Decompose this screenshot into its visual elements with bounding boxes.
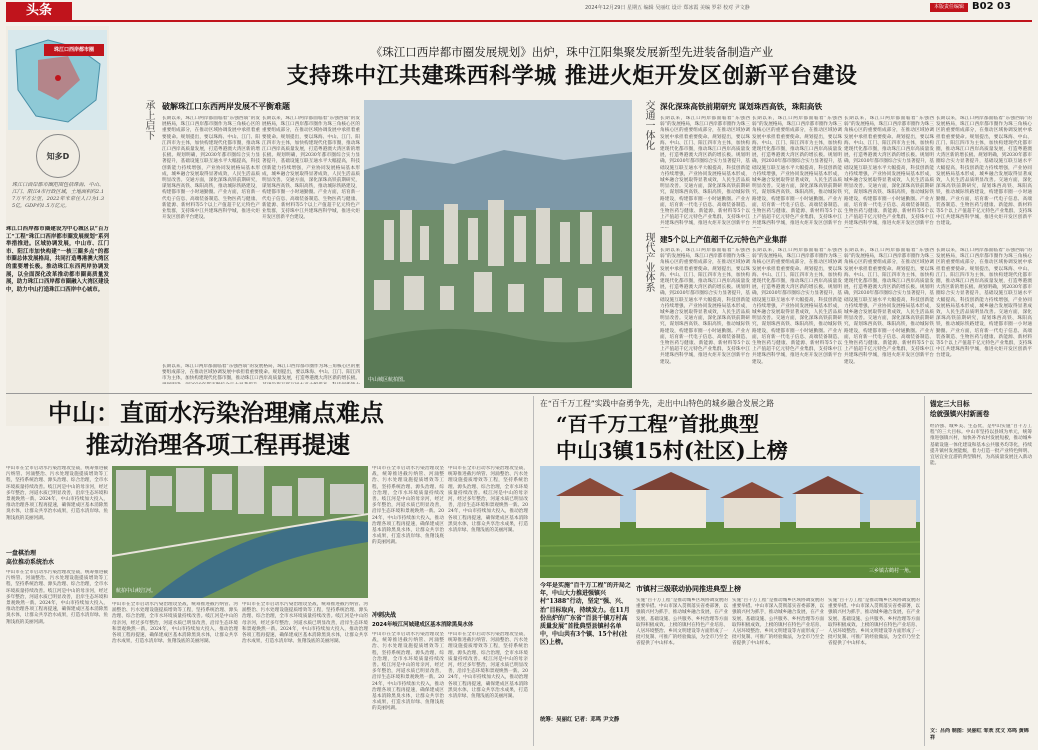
top-story-text-col2: 长期以来，珠江口两岸都面临着“东强西弱”的发展格局，珠江口西岸都市圈作为珠三角核心区的重要组成部分，在推动区域协调发展中承担着重要使命。规划提出，要以珠海、中山、江门、阳江四市为主体，加快构建现代化都市圈，推动珠江口西岸高质量发展，打造粤港澳大湾区新的增长极。规划明确，到2030年都市圈综合实力显著提升，基础设施互联互通水平大幅提高，科技创新能力持续增强，产业协同发展格局基本形成，城乡融合发展取得显著成效，人民生活品质明显改善。交通方面，深化深珠高铁前期研究，谋划珠西高铁、珠阳高铁，推动城际铁路建设，构建都市圈一小时通勤圈。产业方面，培育新一代电子信息、高端装备制造、生物医药与健康、新能源、新材料等5个以上产值超千亿元特色产业集群，支持珠中江共建珠西科学城，推进火炬开发区创新平台建设。 <box>262 116 360 221</box>
right-col-reporter: 文：吕尚 制图：吴丽红 邹欢 沈文 邓鸣 黄锦祥 <box>930 728 1029 741</box>
bw-text-col2: 实施“百千万工程”是推动城乡区域协调发展的重要举措。中山市深入贯彻落实省委部署，以强镇兴村为抓手，推动城乡融合发展，在产业发展、基础设施、公共服务、乡村治理等方面取得积极成效。上榜的镇村在特色产业培育、人居环境整治、乡风文明建设等方面形成了一批可复制、可推广的经验做法，为全市乃至全省提供了中山样本。 <box>732 598 824 647</box>
zs-text-col7: 中山市在全市启动水污染治理攻坚战，统筹推进截污纳管、河涌整治、污水处理设施提质增效等工程，坚持系统治理、源头治理、综合治理，全市水环境质量持续改善。岐江河是中山的母亲河，经过多年整治，河道水质已明显改善，沿岸生态环境和景观焕然一新。2024年，中山市持续加大投入，推动治理各项工程再提速，确保建成区基本消除黑臭水体，让群众共享治水成果，打造水清岸绿、鱼翔浅底的美丽河湖。 <box>448 632 528 700</box>
top-story-text-col1: 长期以来，珠江口两岸都面临着“东强西弱”的发展格局，珠江口西岸都市圈作为珠三角核心区的重要组成部分，在推动区域协调发展中承担着重要使命。规划提出，要以珠海、中山、江门、阳江四市为主体，加快构建现代化都市圈，推动珠江口西岸高质量发展，打造粤港澳大湾区新的增长极。规划明确，到2030年都市圈综合实力显著提升，基础设施互联互通水平大幅提高，科技创新能力持续增强，产业协同发展格局基本形成，城乡融合发展取得显著成效，人民生活品质明显改善。交通方面，深化深珠高铁前期研究，谋划珠西高铁、珠阳高铁，推动城际铁路建设，构建都市圈一小时通勤圈。产业方面，培育新一代电子信息、高端装备制造、生物医药与健康、新能源、新材料等5个以上产值超千亿元特色产业集群，支持珠中江共建珠西科学城，推进火炬开发区创新平台建设。 <box>162 116 260 221</box>
bw-reporter: 统筹：吴丽红 记者：邓鸣 尹文静 <box>540 717 620 723</box>
top-story-kicker: 《珠江口西岸都市圈发展规划》出炉，珠中江阳集聚发展新型先进装备制造产业 <box>370 45 774 59</box>
top-story-text-col11: 长期以来，珠江口两岸都面临着“东强西弱”的发展格局，珠江口西岸都市圈作为珠三角核心区的重要组成部分，在推动区域协调发展中承担着重要使命。规划提出，要以珠海、中山、江门、阳江四市为主体，加快构建现代化都市圈，推动珠江口西岸高质量发展，打造粤港澳大湾区新的增长极。规划明确，到2030年都市圈综合实力显著提升，基础设施互联互通水平大幅提高，科技创新能力持续增强，产业协同发展格局基本形成，城乡融合发展取得显著成效，人民生活品质明显改善。交通方面，深化深珠高铁前期研究，谋划珠西高铁、珠阳高铁，推动城际铁路建设，构建都市圈一小时通勤圈。产业方面，培育新一代电子信息、高端装备制造、生物医药与健康、新能源、新材料等5个以上产值超千亿元特色产业集群，支持珠中江共建珠西科学城，推进火炬开发区创新平台建设。 <box>936 248 1032 359</box>
village-photo <box>540 466 920 578</box>
region-map-icon <box>8 30 107 130</box>
right-column-divider <box>924 396 925 746</box>
page-number: B02 03 <box>972 1 1011 12</box>
city-photo-caption: 中山城区航拍图。 <box>368 377 409 383</box>
sidebar-lead-text: 珠江口西岸都市圈建设为中心城区以“百万工”工程“珠江口西岸都市圈发展规划”系列举措推进。区域协调发展，中山市、江门市、阳江市加快构建“一核三圈多点”的都市圈总体发展格局，共同打造粤港澳大湾区的重要增长极。推动珠江东西两岸协调发展，以全面深化改革推动都市圈高质量发展，助力珠江口西岸都市圈融入大湾区建设中，助力中山打造珠江口西岸中心城市。 <box>6 226 109 293</box>
masthead <box>0 0 1038 20</box>
bw-text-col3: 实施“百千万工程”是推动城乡区域协调发展的重要举措。中山市深入贯彻落实省委部署，以强镇兴村为抓手，推动城乡融合发展，在产业发展、基础设施、公共服务、乡村治理等方面取得积极成效。上榜的镇村在特色产业培育、人居环境整治、乡风文明建设等方面形成了一批可复制、可推广的经验做法，为全市乃至全省提供了中山样本。 <box>828 598 920 647</box>
column-divider <box>533 396 534 746</box>
zs-text-col2: 中山市在全市启动水污染治理攻坚战，统筹推进截污纳管、河涌整治、污水处理设施提质增效等工程，坚持系统治理、源头治理、综合治理，全市水环境质量持续改善。岐江河是中山的母亲河，经过多年整治，河道水质已明显改善，沿岸生态环境和景观焕然一新。2024年，中山市持续加大投入，推动治理各项工程再提速，确保建成区基本消除黑臭水体，让群众共享治水成果，打造水清岸绿、鱼翔浅底的美丽河湖。 <box>112 602 238 645</box>
top-story-sub3: 建5个以上产值超千亿元特色产业集群 <box>660 235 787 244</box>
sidebar-fact-text: 珠江口西岸都市圈范围包括珠海、中山、江门、阳江4市行政区域，土地面积约2.17万平方公里，2022年末常住人口为1.35亿，GDP约1.5万亿元。 <box>12 182 104 209</box>
zs-headline-2: 推动治理各项工程再提速 <box>86 430 350 459</box>
zs-headline-1: 中山：直面水污染治理痛点难点 <box>48 398 384 427</box>
city-photo-svg <box>364 100 632 388</box>
knowledge-seal-text: 知多D <box>46 152 70 161</box>
mid-rule <box>6 393 1032 394</box>
top-story-sub1: 破解珠江口东西两岸发展不平衡难题 <box>162 102 290 111</box>
top-story-text-col5: 长期以来，珠江口两岸都面临着“东强西弱”的发展格局，珠江口西岸都市圈作为珠三角核心区的重要组成部分，在推动区域协调发展中承担着重要使命。规划提出，要以珠海、中山、江门、阳江四市为主体，加快构建现代化都市圈，推动珠江口西岸高质量发展，打造粤港澳大湾区新的增长极。规划明确，到2030年都市圈综合实力显著提升，基础设施互联互通水平大幅提高，科技创新能力持续增强，产业协同发展格局基本形成，城乡融合发展取得显著成效，人民生活品质明显改善。交通方面，深化深珠高铁前期研究，谋划珠西高铁、珠阳高铁，推动城际铁路建设，构建都市圈一小时通勤圈。产业方面，培育新一代电子信息、高端装备制造、生物医药与健康、新能源、新材料等5个以上产值超千亿元特色产业集群，支持珠中江共建珠西科学城，推进火炬开发区创新平台 <box>752 116 842 227</box>
top-story-text-col10: 长期以来，珠江口两岸都面临着“东强西弱”的发展格局，珠江口西岸都市圈作为珠三角核心区的重要组成部分，在推动区域协调发展中承担着重要使命。规划提出，要以珠海、中山、江门、阳江四市为主体，加快构建现代化都市圈，推动珠江口西岸高质量发展，打造粤港澳大湾区新的增长极。规划明确，到2030年都市圈综合实力显著提升，基础设施互联互通水平大幅提高，科技创新能力持续增强，产业协同发展格局基本形成，城乡融合发展取得显著成效，人民生活品质明显改善。交通方面，深化深珠高铁前期研究，谋划珠西高铁、珠阳高铁，推动城际铁路建设，构建都市圈一小时通勤圈。产业方面，培育新一代电子信息、高端装备制造、生物医药与健康、新能源、新材料等5个以上产值超千亿元特色产业集群，支持珠中江共建珠西科学城，推进火炬开发区创新平台建设。 <box>844 248 934 365</box>
zs-sub3: 冲刺决战 <box>372 612 397 619</box>
zs-text-col1: 中山市在全市启动水污染治理攻坚战，统筹推进截污纳管、河涌整治、污水处理设施提质增效等工程，坚持系统治理、源头治理、综合治理，全市水环境质量持续改善。岐江河是中山的母亲河，经过多年整治，河道水质已明显改善，沿岸生态环境和景观焕然一新。2024年，中山市持续加大投入，推动治理各项工程再提速，确保建成区基本消除黑臭水体，让群众共享治水成果，打造水清岸绿、鱼翔浅底的美丽河湖。 <box>6 466 108 521</box>
river-aerial-photo <box>112 466 368 598</box>
top-story-text-col9: 长期以来，珠江口两岸都面临着“东强西弱”的发展格局，珠江口西岸都市圈作为珠三角核心区的重要组成部分，在推动区域协调发展中承担着重要使命。规划提出，要以珠海、中山、江门、阳江四市为主体，加快构建现代化都市圈，推动珠江口西岸高质量发展，打造粤港澳大湾区新的增长极。规划明确，到2030年都市圈综合实力显著提升，基础设施互联互通水平大幅提高，科技创新能力持续增强，产业协同发展格局基本形成，城乡融合发展取得显著成效，人民生活品质明显改善。交通方面，深化深珠高铁前期研究，谋划珠西高铁、珠阳高铁，推动城际铁路建设，构建都市圈一小时通勤圈。产业方面，培育新一代电子信息、高端装备制造、生物医药与健康、新能源、新材料等5个以上产值超千亿元特色产业集群，支持珠中江共建珠西科学城，推进火炬开发区创新平台建设。 <box>752 248 842 365</box>
bw-headline-1: “百千万工程”首批典型 <box>556 412 760 436</box>
zs-text-col4: 中山市在全市启动水污染治理攻坚战，统筹推进截污纳管、河涌整治、污水处理设施提质增效等工程，坚持系统治理、源头治理、综合治理，全市水环境质量持续改善。岐江河是中山的母亲河，经过多年整治，河道水质已明显改善，沿岸生态环境和景观焕然一新。2024年，中山市持续加大投入，推动治理各项工程再提速，确保建成区基本消除黑臭水体，让群众共享治水成果，打造水清岸绿、鱼翔浅底的美丽河湖。 <box>372 466 444 546</box>
col-label-jiaotong: 交通一体化 <box>643 100 654 150</box>
top-story-text-col3: 长期以来，珠江口两岸都面临着“东强西弱”的发展格局，珠江口西岸都市圈作为珠三角核心区的重要组成部分，在推动区域协调发展中承担着重要使命。规划提出，要以珠海、中山、江门、阳江四市为主体，加快构建现代化都市圈，推动珠江口西岸高质量发展，打造粤港澳大湾区新的增长极。 <box>162 364 360 382</box>
zs-sub2: 高位推动系统治水 <box>6 559 55 566</box>
village-photo-caption: 三乡镇古鹤村一角。 <box>868 568 914 574</box>
bw-side-lead: 今年是实施“百千万工程”的开局之年，中山大力推进强镇兴村“1388”行动，坚定“强、兴、治”目标取向，持续发力。在11月份出炉的广东省“百县千镇万村高质量发展”首批典型县镇村名单中，中山共有3个镇、15个村(社区)上榜。 <box>540 582 631 647</box>
zs-sub4: 2024年岐江河城建成区基本消除黑臭水体 <box>372 622 474 628</box>
top-story-sub2: 深化深珠高铁前期研究 谋划珠西高铁，珠阳高铁 <box>660 102 823 111</box>
top-story-headline: 支持珠中江共建珠西科学城 推进火炬开发区创新平台建设 <box>286 64 858 89</box>
zs-text-col1b: 中山市在全市启动水污染治理攻坚战，统筹推进截污纳管、河涌整治、污水处理设施提质增效等工程，坚持系统治理、源头治理、综合治理，全市水环境质量持续改善。岐江河是中山的母亲河，经过多年整治，河道水质已明显改善，沿岸生态环境和景观焕然一新。2024年，中山市持续加大投入，推动治理各项工程再提速，确保建成区基本消除黑臭水体，让群众共享治水成果，打造水清岸绿、鱼翔浅底的美丽河湖。 <box>6 570 108 625</box>
bw-headline-2: 中山3镇15村(社区)上榜 <box>556 438 788 463</box>
right-col-text: 经济强、城乡美、生态优，是中山实施“百千万工程”的三大目标。中山市坚持以县域为单元，统筹推进强镇兴村，加快补齐农村发展短板，推动城乡基础设施一体化建设和基本公共服务均等化，持续提升镇村发展能级，着力打造一批产业特色鲜明、宜居宜业宜游的典型镇村，为高质量发展注入新动能。 <box>930 424 1032 467</box>
responsibility-badge: 本版责任编辑 <box>930 3 968 12</box>
zs-sub1: 一盘棋治理 <box>6 550 37 557</box>
top-story-text-col4: 长期以来，珠江口两岸都面临着“东强西弱”的发展格局，珠江口西岸都市圈作为珠三角核心区的重要组成部分，在推动区域协调发展中承担着重要使命。规划提出，要以珠海、中山、江门、阳江四市为主体，加快构建现代化都市圈，推动珠江口西岸高质量发展，打造粤港澳大湾区新的增长极。规划明确，到2030年都市圈综合实力显著提升，基础设施互联互通水平大幅提高，科技创新能力持续增强，产业协同发展格局基本形成，城乡融合发展取得显著成效，人民生活品质明显改善。交通方面，深化深珠高铁前期研究，谋划珠西高铁、珠阳高铁，推动城际铁路建设，构建都市圈一小时通勤圈。产业方面，培育新一代电子信息、高端装备制造、生物医药与健康、新能源、新材料等5个以上产值超千亿元特色产业集群，支持珠中江共建珠西科学城，推进火炬开发区创新平台 <box>660 116 750 227</box>
river-photo-svg <box>112 466 368 598</box>
bw-text-col1: 实施“百千万工程”是推动城乡区域协调发展的重要举措。中山市深入贯彻落实省委部署，以强镇兴村为抓手，推动城乡融合发展，在产业发展、基础设施、公共服务、乡村治理等方面取得积极成效。上榜的镇村在特色产业培育、人居环境整治、乡风文明建设等方面形成了一批可复制、可推广的经验做法，为全市乃至全省提供了中山样本。 <box>636 598 728 647</box>
zs-text-col5: 中山市在全市启动水污染治理攻坚战，统筹推进截污纳管、河涌整治、污水处理设施提质增效等工程，坚持系统治理、源头治理、综合治理，全市水环境质量持续改善。岐江河是中山的母亲河，经过多年整治，河道水质已明显改善，沿岸生态环境和景观焕然一新。2024年，中山市持续加大投入，推动治理各项工程再提速，确保建成区基本消除黑臭水体，让群众共享治水成果，打造水清岸绿、鱼翔浅底的美丽河湖。 <box>448 466 528 534</box>
top-story-text-col6: 长期以来，珠江口两岸都面临着“东强西弱”的发展格局，珠江口西岸都市圈作为珠三角核心区的重要组成部分，在推动区域协调发展中承担着重要使命。规划提出，要以珠海、中山、江门、阳江四市为主体，加快构建现代化都市圈，推动珠江口西岸高质量发展，打造粤港澳大湾区新的增长极。规划明确，到2030年都市圈综合实力显著提升，基础设施互联互通水平大幅提高，科技创新能力持续增强，产业协同发展格局基本形成，城乡融合发展取得显著成效，人民生活品质明显改善。交通方面，深化深珠高铁前期研究，谋划珠西高铁、珠阳高铁，推动城际铁路建设，构建都市圈一小时通勤圈。产业方面，培育新一代电子信息、高端装备制造、生物医药与健康、新能源、新材料等5个以上产值超千亿元特色产业集群，支持珠中江共建珠西科学城，推进火炬开发区创新平台 <box>844 116 934 227</box>
bw-sub: 市镇村三级联动协同推进典型上榜 <box>636 585 741 593</box>
col-label-chanye: 现代产业体系 <box>643 232 654 292</box>
col-label-chengshang: 承上启下 <box>143 100 154 140</box>
top-story-text-col8: 长期以来，珠江口两岸都面临着“东强西弱”的发展格局，珠江口西岸都市圈作为珠三角核心区的重要组成部分，在推动区域协调发展中承担着重要使命。规划提出，要以珠海、中山、江门、阳江四市为主体，加快构建现代化都市圈，推动珠江口西岸高质量发展，打造粤港澳大湾区新的增长极。规划明确，到2030年都市圈综合实力显著提升，基础设施互联互通水平大幅提高，科技创新能力持续增强，产业协同发展格局基本形成，城乡融合发展取得显著成效，人民生活品质明显改善。交通方面，深化深珠高铁前期研究，谋划珠西高铁、珠阳高铁，推动城际铁路建设，构建都市圈一小时通勤圈。产业方面，培育新一代电子信息、高端装备制造、生物医药与健康、新能源、新材料等5个以上产值超千亿元特色产业集群，支持珠中江共建珠西科学城，推进火炬开发区创新平台建设。 <box>660 248 750 365</box>
date-line: 2024年12月29日 星期五 编辑 吴丽红 设计 郑冰霞 美编 罗彩 校对 尹文静 <box>585 5 750 11</box>
zs-text-col6: 中山市在全市启动水污染治理攻坚战，统筹推进截污纳管、河涌整治、污水处理设施提质增效等工程，坚持系统治理、源头治理、综合治理，全市水环境质量持续改善。岐江河是中山的母亲河，经过多年整治，河道水质已明显改善，沿岸生态环境和景观焕然一新。2024年，中山市持续加大投入，推动治理各项工程再提速，确保建成区基本消除黑臭水体，让群众共享治水成果，打造水清岸绿、鱼翔浅底的美丽河湖。 <box>372 632 444 712</box>
masthead-rule <box>6 20 1032 22</box>
top-story-text-col7: 长期以来，珠江口两岸都面临着“东强西弱”的发展格局，珠江口西岸都市圈作为珠三角核心区的重要组成部分，在推动区域协调发展中承担着重要使命。规划提出，要以珠海、中山、江门、阳江四市为主体，加快构建现代化都市圈，推动珠江口西岸高质量发展，打造粤港澳大湾区新的增长极。规划明确，到2030年都市圈综合实力显著提升，基础设施互联互通水平大幅提高，科技创新能力持续增强，产业协同发展格局基本形成，城乡融合发展取得显著成效，人民生活品质明显改善。交通方面，深化深珠高铁前期研究，谋划珠西高铁、珠阳高铁，推动城际铁路建设，构建都市圈一小时通勤圈。产业方面，培育新一代电子信息、高端装备制造、生物医药与健康、新能源、新材料等5个以上产值超千亿元特色产业集群，支持珠中江共建珠西科学城，推进火炬开发区创新平台建设。 <box>936 116 1032 227</box>
section-tag: 头条 <box>6 2 72 20</box>
zs-text-col3: 中山市在全市启动水污染治理攻坚战，统筹推进截污纳管、河涌整治、污水处理设施提质增效等工程，坚持系统治理、源头治理、综合治理，全市水环境质量持续改善。岐江河是中山的母亲河，经过多年整治，河道水质已明显改善，沿岸生态环境和景观焕然一新。2024年，中山市持续加大投入，推动治理各项工程再提速，确保建成区基本消除黑臭水体，让群众共享治水成果，打造水清岸绿、鱼翔浅底的美丽河湖。 <box>242 602 368 645</box>
knowledge-seal <box>36 134 80 178</box>
right-col-sub: 锚定三大目标 <box>930 400 970 408</box>
map-stamp-label: 珠江口西岸都市圈 <box>44 44 104 56</box>
river-photo-caption: 航拍中山岐江河。 <box>116 588 157 594</box>
right-col-sub2: 绘就强镇兴村新画卷 <box>930 410 990 418</box>
bw-kicker: 在“百千万工程”实践中奋勇争先，走出中山特色的城乡融合发展之路 <box>540 399 775 408</box>
village-photo-svg <box>540 466 920 578</box>
city-aerial-photo <box>364 100 632 388</box>
